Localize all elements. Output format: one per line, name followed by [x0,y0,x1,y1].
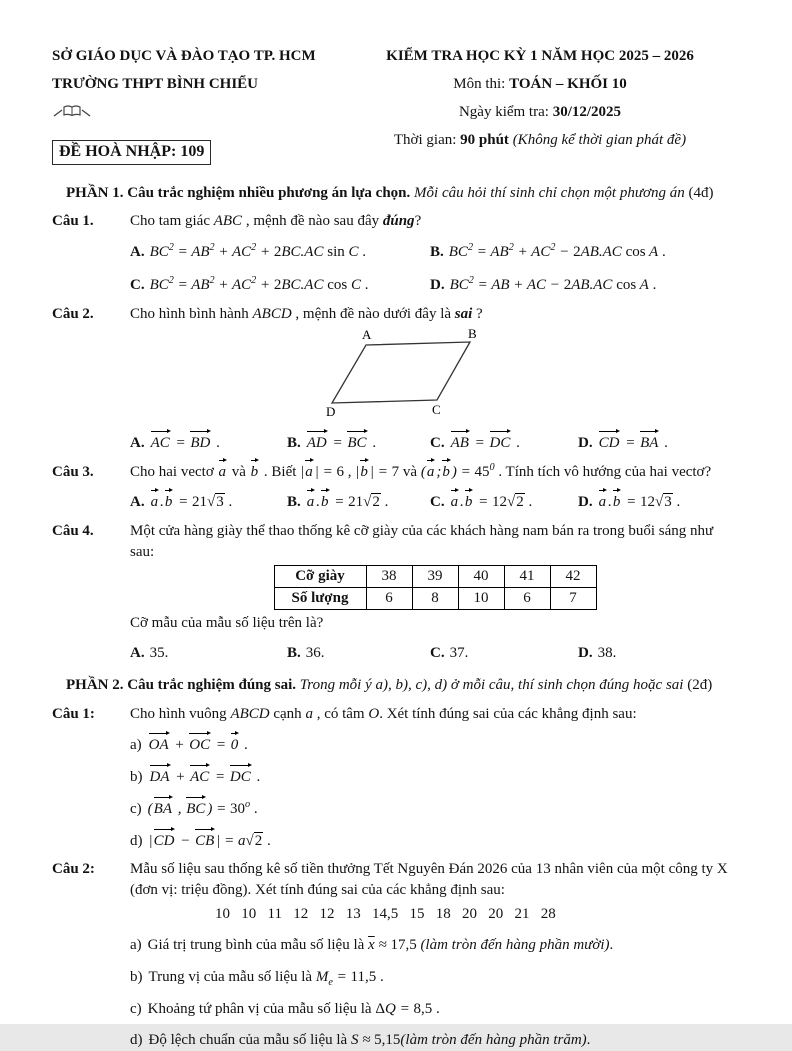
count-cell: 7 [550,588,596,610]
question-stem: Mẫu số liệu sau thống kê số tiền thưởng Tết Nguyên Đán 2026 của 13 nhân viên của một công ty X (đơn vị: triệu đồng). Xét tính đúng sai của các khẳng định sau: [130,861,728,898]
time-value: 90 phút [460,132,509,148]
option-text: $BC^2 = AB^2 + AC^2 + 2BC.AC$ sin C . [149,242,367,261]
question-label: Câu 2. [52,305,94,322]
table-row-counts [274,588,596,610]
question-p1-2 [52,304,740,454]
question-label: Câu 1. [52,213,94,230]
options-grid [130,433,740,454]
statement-d [130,831,740,852]
part2-points: (2đ) [687,677,713,694]
option-text: a .b = 21 √ 2 . [306,494,389,510]
date-value: 30/12/2025 [552,104,622,120]
statement-a [130,735,740,756]
size-cell: 40 [458,566,504,588]
subject-label: Môn thi: [453,76,506,92]
header [52,46,740,172]
option-label: C. [130,276,145,293]
question-stem: Một cửa hàng giày thể thao thống kê cỡ giày của các khách hàng nam bán ra trong buổi sáng như sau: [130,522,714,560]
statement-text: DA + AC = DC . [149,769,261,785]
option-label: C. [430,494,445,511]
part1-title [52,183,740,204]
option-text: a .b = 12 √ 3 . [598,494,681,510]
statement-text: Độ lệch chuẩn của mẫu số liệu là S ≈ 5,15(làm tròn đến hàng phần trăm). [148,1032,591,1049]
option-label: D. [578,434,593,451]
option-text: AD = BC . [306,435,376,451]
option-d [430,275,740,296]
count-cell: 6 [366,588,412,610]
date-row [340,102,740,123]
question-body [130,211,740,295]
table-header-count: Số lượng [274,588,366,610]
option-text: $BC^2 = AB^2 + AC^2 - 2AB.AC$ cos A . [448,242,666,261]
option-text: 36. [305,645,325,662]
question-stem: Cho hình vuông ABCD cạnh a , có tâm O. Xét tính đúng sai của các khẳng định sau: [130,705,637,722]
statement-text: Khoảng tứ phân vị của mẫu số liệu là ΔQ = 8,5 . [147,1000,440,1017]
option-label: B. [287,494,301,511]
question-body [130,304,740,454]
statement-label: c) [130,1000,142,1017]
option-a [130,492,287,513]
vertex-label-a: A [362,327,372,343]
time-row [340,130,740,151]
statement-a [130,935,740,956]
option-label: C. [430,434,445,451]
question-body [130,521,740,664]
statement-text: |CD − CB | = a √ 2 . [149,833,271,849]
parallelogram-figure [130,328,740,423]
option-c [430,492,578,513]
count-cell: 6 [504,588,550,610]
question-p1-3 [52,462,740,513]
size-cell: 38 [366,566,412,588]
question-label: Câu 3. [52,463,94,480]
date-label: Ngày kiểm tra: [458,104,549,120]
option-d [578,433,740,454]
option-text: $BC^2$ = AB + AC − 2AB.AC cos A . [449,274,657,293]
question-body [130,462,740,513]
part1-title-italic: Mỗi câu hỏi thí sinh chỉ chọn một phương án [414,184,685,201]
options-grid [130,242,740,295]
option-label: A. [130,244,145,261]
option-text: 37. [449,645,469,662]
size-cell: 41 [504,566,550,588]
option-a [130,242,430,263]
part1-title-bold: PHẦN 1. Câu trắc nghiệm nhiều phương án lựa chọn. [66,184,411,201]
question-p1-4 [52,521,740,664]
part2-title [52,675,740,696]
statement-label: b) [130,769,143,786]
part2-title-italic: Trong mỗi ý a), b), c), d) ở mỗi câu, thí sinh chọn đúng hoặc sai [299,677,684,694]
question-label: Câu 4. [52,522,94,539]
question-stem: Cho tam giác ABC , mệnh đề nào sau đây đúng? [130,213,422,230]
question-stem: Cho hai vectơ a và b . Biết |a | = 6 , |b | = 7 và (a ;b ) = $45^0$ . Tính tích vô hướng của hai vectơ? [130,462,740,483]
option-text: a .b = 12 √ 2 . [450,494,533,510]
right-pen [82,110,90,116]
option-text: AC = BD . [150,435,220,451]
header-right [340,46,740,172]
statement-text: OA + OC = 0 . [148,737,248,753]
statement-label: b) [130,968,143,985]
question-p1-1 [52,211,740,295]
question-stem: Cho hình bình hành ABCD , mệnh đề nào dưới đây là sai ? [130,305,483,322]
statement-text: Giá trị trung bình của mẫu số liệu là $\overline{x} \approx 17,5$ (làm tròn đến hàng phần mười). [147,937,614,954]
option-label: A. [130,645,145,662]
option-c [430,433,578,454]
option-text: 38. [597,645,617,662]
statement-c [130,999,740,1020]
header-left [52,46,340,172]
option-label: B. [287,434,301,451]
subject-value: TOÁN – KHỐI 10 [509,76,627,92]
option-text: CD = BA . [598,435,668,451]
option-b [287,643,430,664]
question-p2-2 [52,859,740,1051]
option-label: D. [578,494,593,511]
parallelogram-shape [332,342,470,403]
left-pen [54,110,62,116]
size-cell: 42 [550,566,596,588]
question-p2-1 [52,704,740,851]
option-label: B. [430,244,444,261]
exam-code-row [52,138,340,165]
vertex-label-d: D [326,404,336,420]
vertex-label-b: B [468,326,477,342]
option-d [578,492,740,513]
department-name: SỞ GIÁO DỤC VÀ ĐÀO TẠO TP. HCM [52,48,316,64]
statement-text: Trung vị của mẫu số liệu là $M_e = 11,5$ . [148,968,384,988]
shoe-size-table [274,565,597,609]
option-label: A. [130,434,145,451]
option-label: C. [430,645,445,662]
statement-label: a) [130,937,142,954]
vertex-label-c: C [432,402,441,418]
option-text: a .b = 21 √ 3 . [150,494,233,510]
count-cell: 10 [458,588,504,610]
size-cell: 39 [412,566,458,588]
option-d [578,643,740,664]
statement-d [130,1030,740,1051]
parallelogram-figure [320,326,488,420]
option-label: D. [430,276,445,293]
part1-points: (4đ) [688,184,714,201]
statement-b [130,767,740,788]
question-body [130,859,740,1051]
data-values-row: 10 10 11 12 12 13 14,5 15 18 20 20 21 28 [215,905,556,922]
option-c [130,275,430,296]
question-line: Cỡ mẫu của mẫu số liệu trên là? [130,614,324,631]
time-note: (Không kể thời gian phát đề) [512,132,687,148]
question-label: Câu 2: [52,861,95,878]
question-body [130,704,740,851]
statement-label: d) [130,832,143,849]
option-label: B. [287,645,301,662]
exam-code-box: ĐỀ HOÀ NHẬP: 109 [52,140,211,165]
statement-label: d) [130,1032,143,1049]
statement-b [130,967,740,988]
option-b [287,492,430,513]
options-grid [130,492,740,513]
school-name: TRƯỜNG THPT BÌNH CHIỂU [52,76,259,92]
statement-text: (BA , BC ) = $30^o$ . [148,801,258,817]
count-cell: 8 [412,588,458,610]
statement-label: c) [130,800,142,817]
table-row-sizes [274,566,596,588]
statement-label: a) [130,737,142,754]
option-a [130,433,287,454]
option-c [430,643,578,664]
table-header-size: Cỡ giày [274,566,366,588]
statement-c [130,799,740,820]
time-label: Thời gian: [393,132,457,148]
option-text: 35. [149,645,169,662]
part2-title-bold: PHẦN 2. Câu trắc nghiệm đúng sai. [66,677,297,694]
option-a [130,643,287,664]
option-text: $BC^2 = AB^2 + AC^2 + 2BC.AC$ cos C . [149,274,369,293]
book-pens-icon [52,103,92,121]
options-grid [130,643,740,664]
exam-title: KIỂM TRA HỌC KỲ 1 NĂM HỌC 2025 – 2026 [386,48,694,64]
question-label: Câu 1: [52,705,95,722]
option-b [287,433,430,454]
option-label: D. [578,645,593,662]
subject-row [340,74,740,95]
option-text: AB = DC . [450,435,520,451]
option-b [430,242,740,263]
option-label: A. [130,494,145,511]
book-pens-icon [52,102,340,131]
